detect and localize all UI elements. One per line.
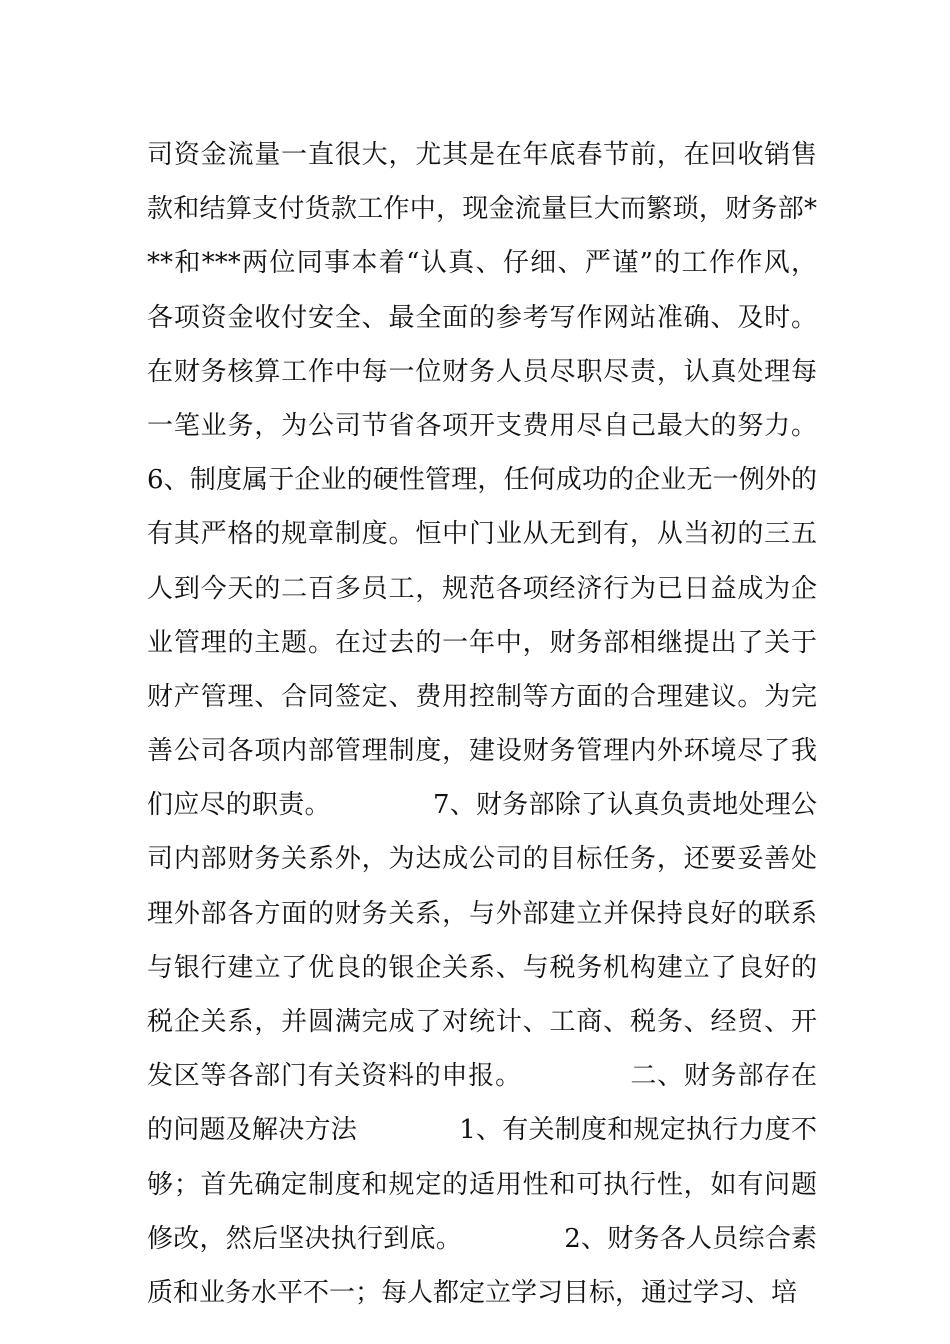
text-line: 6、制度属于企业的硬性管理，任何成功的企业无一例外的 [147, 465, 817, 496]
text-line: 各项资金收付安全、最全面的参考写作网站准确、及时。 [147, 302, 817, 333]
text-line: 一笔业务，为公司节省各项开支费用尽自己最大的努力。 [147, 410, 817, 441]
text-line: 司资金流量一直很大，尤其是在年底春节前，在回收销售 [147, 140, 817, 170]
text-line: 质和业务水平不一；每人都定立学习目标，通过学习、培 [147, 1277, 798, 1308]
text-line: 司内部财务关系外，为达成公司的目标任务，还要妥善处 [147, 844, 817, 875]
text-line: 们应尽的职责。 7、财务部除了认真负责地处理公 [147, 790, 817, 821]
text-line: 与银行建立了优良的银企关系、与税务机构建立了良好的 [147, 952, 817, 983]
text-line: 款和结算支付货款工作中，现金流量巨大而繁琐，财务部* [147, 194, 817, 225]
body-text [147, 131, 817, 1323]
text-line: 税企关系，并圆满完成了对统计、工商、税务、经贸、开 [147, 1007, 817, 1037]
text-line: 有其严格的规章制度。恒中门业从无到有，从当初的三五 [147, 519, 817, 550]
text-line: 发区等各部门有关资料的申报。 二、财务部存在 [147, 1061, 817, 1092]
text-line: 人到今天的二百多员工，规范各项经济行为已日益成为企 [147, 573, 817, 604]
text-line: 善公司各项内部管理制度，建设财务管理内外环境尽了我 [147, 736, 817, 767]
text-line: 的问题及解决方法 1、有关制度和规定执行力度不 [147, 1115, 817, 1146]
text-line: 修改，然后坚决执行到底。 2、财务各人员综合素 [147, 1223, 817, 1254]
text-line: 业管理的主题。在过去的一年中，财务部相继提出了关于 [147, 627, 817, 658]
text-line: 够；首先确定制度和规定的适用性和可执行性，如有问题 [147, 1169, 817, 1200]
text-line: 理外部各方面的财务关系，与外部建立并保持良好的联系 [147, 898, 817, 929]
text-line: 财产管理、合同签定、费用控制等方面的合理建议。为完 [147, 681, 817, 712]
text-line: 在财务核算工作中每一位财务人员尽职尽责，认真处理每 [147, 356, 817, 387]
text-line: **和***两位同事本着“认真、仔细、严谨”的工作作风， [147, 248, 817, 279]
